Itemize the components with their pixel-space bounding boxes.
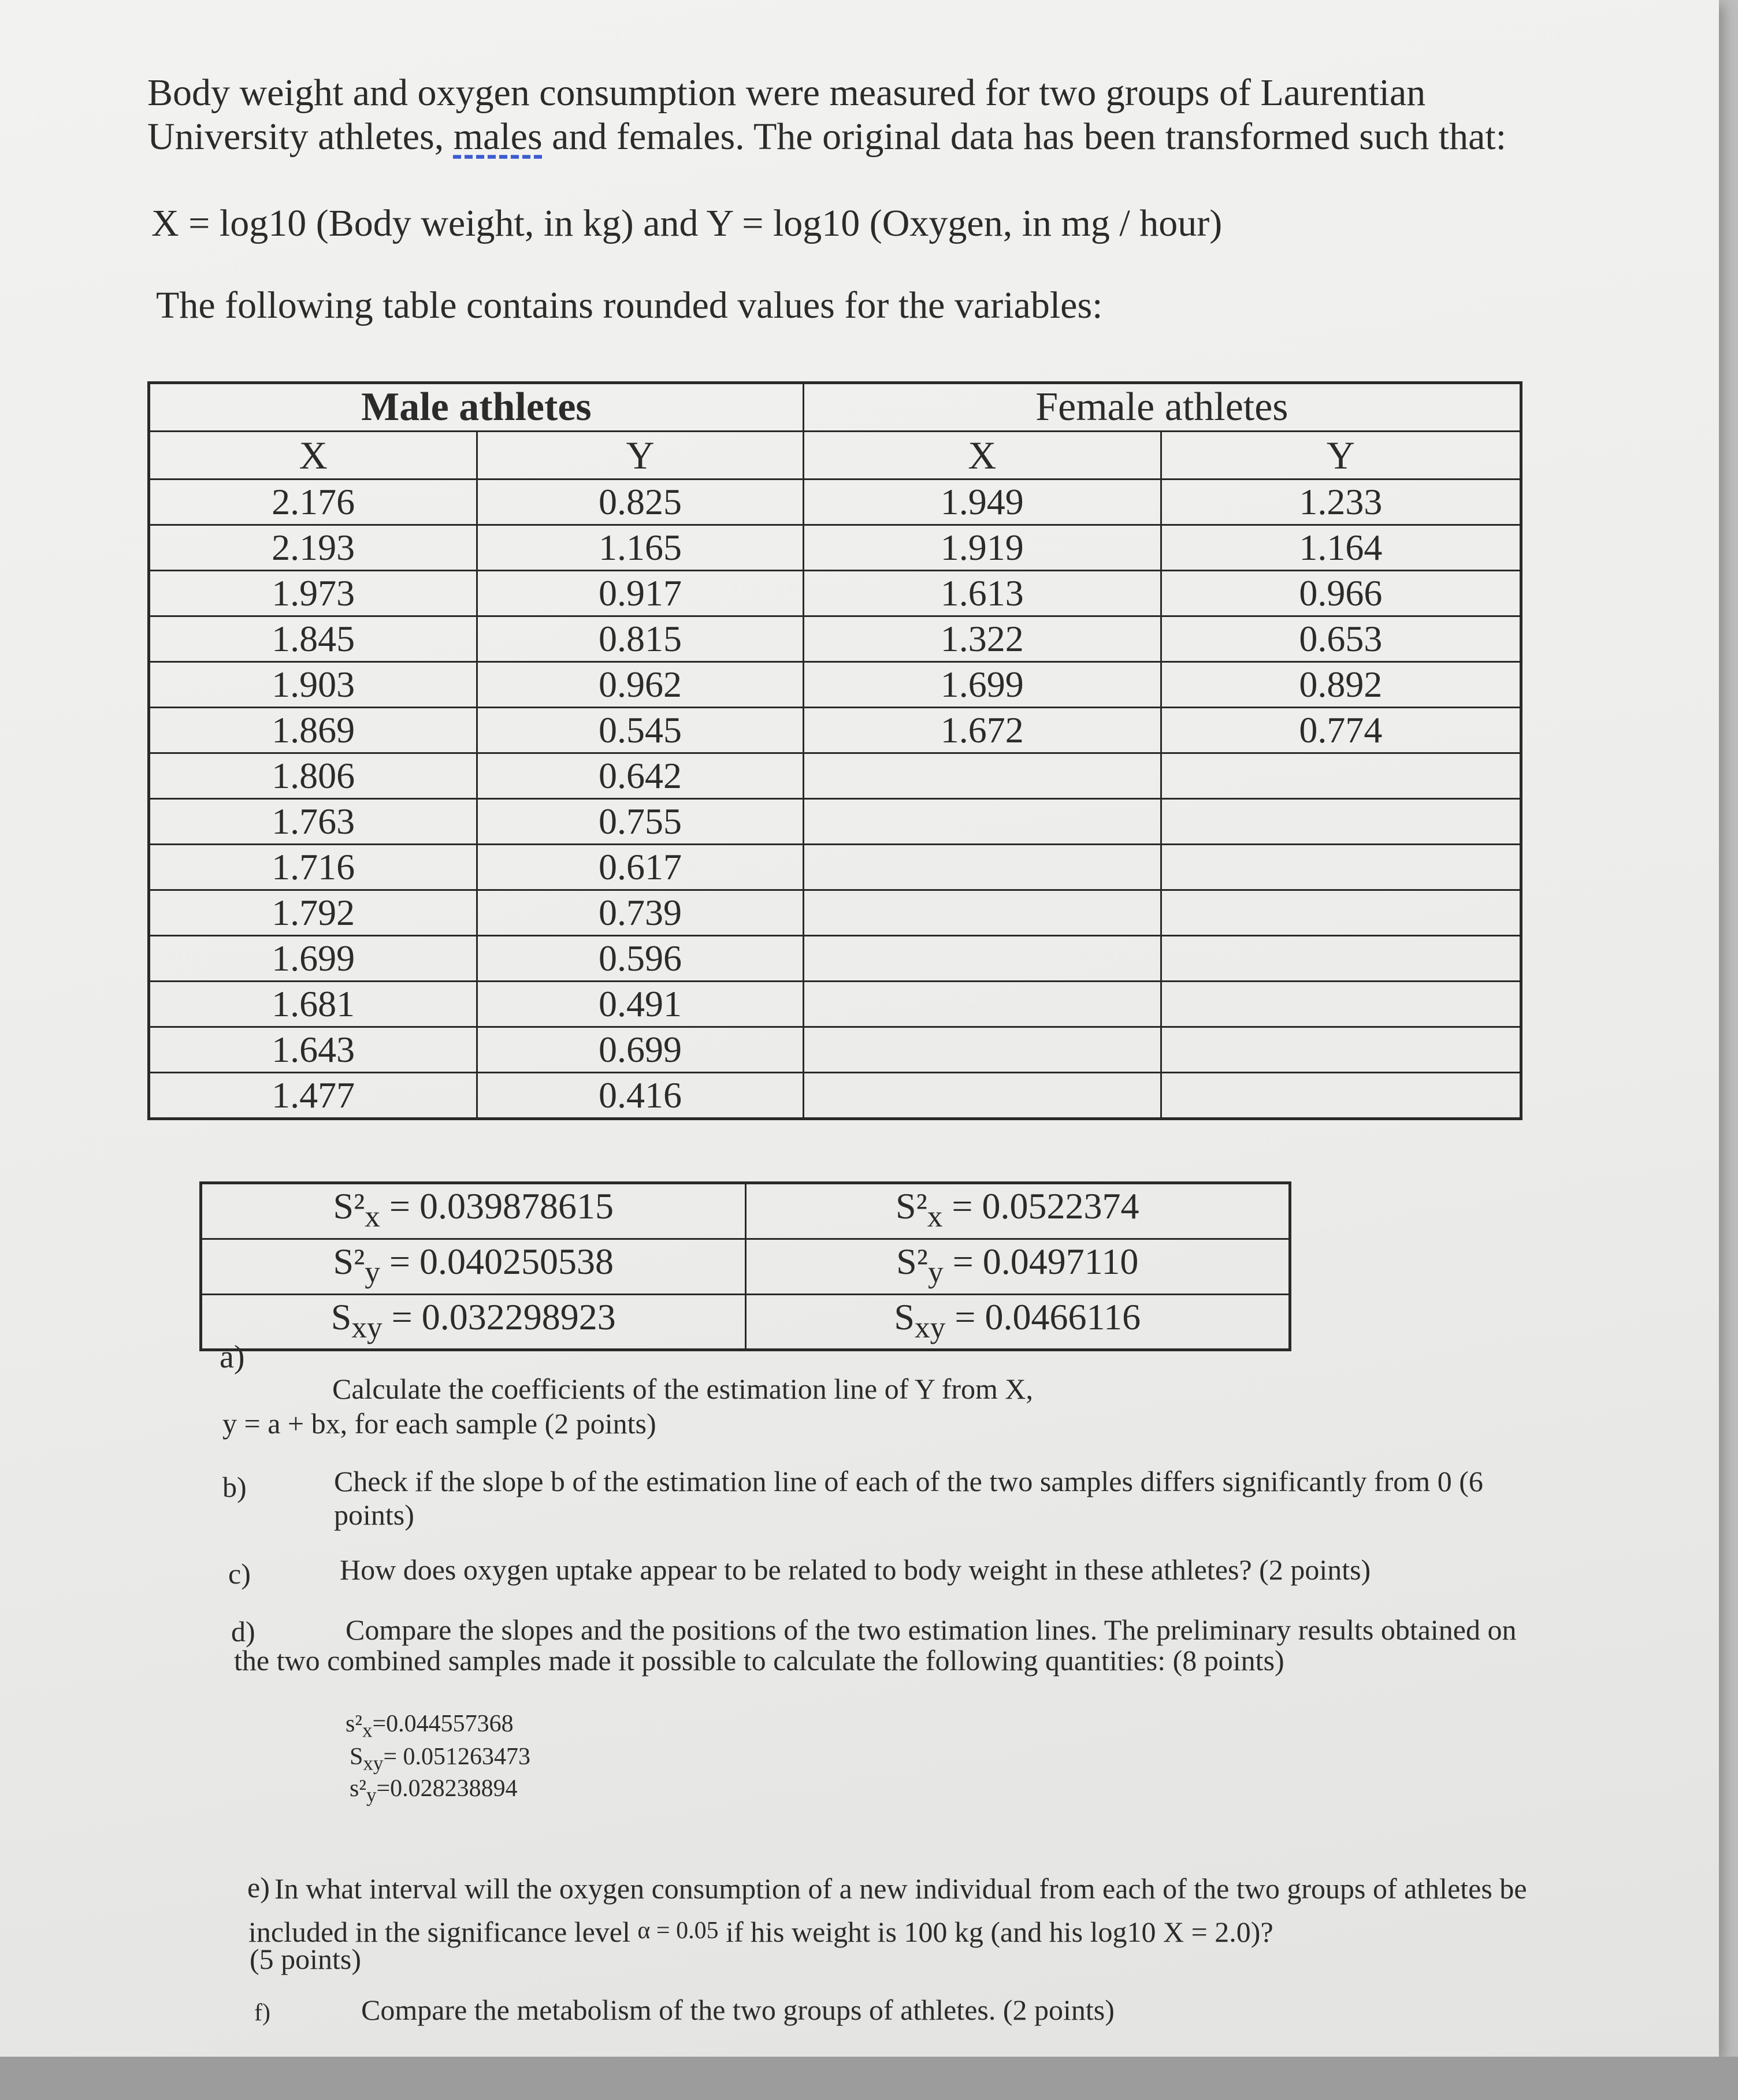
question-b-label: b) <box>222 1471 247 1503</box>
male-s2y-cell: $S^2_y = 0.040250538$ <box>201 1239 746 1294</box>
variance-row <box>201 1294 1290 1350</box>
male-x-cell: 1.792 <box>149 890 477 936</box>
male-x-cell: 1.806 <box>149 753 477 799</box>
question-d-label: d) <box>231 1615 255 1648</box>
female-x-cell: 1.613 <box>803 571 1161 616</box>
male-s2x-cell: $S^2_x = 0.039878615$ <box>201 1183 746 1239</box>
question-b-text-2: points) <box>334 1499 414 1531</box>
female-x-header: X <box>803 432 1161 480</box>
female-x-cell <box>803 753 1161 799</box>
female-y-cell <box>1161 936 1521 982</box>
combined-s2y: $s^2_y=0.028238894$ <box>350 1775 518 1807</box>
male-y-cell: 0.545 <box>477 708 804 753</box>
table-row <box>149 845 1521 890</box>
question-c-text: How does oxygen uptake appear to be related to body weight in these athletes? (2 points) <box>340 1553 1371 1586</box>
male-x-cell: 1.869 <box>149 708 477 753</box>
female-y-cell <box>1161 1073 1521 1119</box>
female-x-cell: 1.699 <box>803 662 1161 708</box>
female-x-cell <box>803 1027 1161 1073</box>
female-sxy-cell: $S_{xy} = 0.0466116$ <box>745 1294 1290 1350</box>
combined-sxy-value: 0.051263473 <box>403 1744 531 1770</box>
table-intro: The following table contains rounded values for the variables: <box>156 284 1103 326</box>
female-y-cell <box>1161 799 1521 845</box>
intro-line-1: Body weight and oxygen consumption were measured for two groups of Laurentian <box>147 72 1426 114</box>
table-row <box>149 982 1521 1027</box>
table-row <box>149 799 1521 845</box>
female-y-cell: 0.892 <box>1161 662 1521 708</box>
combined-sxy: $S_{xy}= 0.051263473$ <box>350 1744 531 1775</box>
intro-line-2-start: University athletes, <box>147 116 454 158</box>
male-x-cell: 1.477 <box>149 1073 477 1119</box>
female-s2y-cell: $S^2_y = 0.0497110$ <box>745 1239 1290 1294</box>
question-d-text: Compare the slopes and the positions of the two estimation lines. The preliminary results obtained on <box>346 1614 1517 1646</box>
table-row <box>149 890 1521 936</box>
male-x-cell: 1.643 <box>149 1027 477 1073</box>
question-e-text: In what interval will the oxygen consumption of a new individual from each of the two groups of athletes be <box>274 1872 1527 1905</box>
female-y-cell <box>1161 1027 1521 1073</box>
male-x-cell: 1.763 <box>149 799 477 845</box>
combined-s2y-value: 0.028238894 <box>390 1775 518 1802</box>
female-x-cell <box>803 936 1161 982</box>
male-x-cell: 1.716 <box>149 845 477 890</box>
variance-table <box>199 1181 1291 1351</box>
female-y-cell: 0.653 <box>1161 616 1521 662</box>
female-y-cell <box>1161 890 1521 936</box>
significance-alpha: α = 0.05 <box>637 1917 719 1944</box>
male-y-cell: 0.739 <box>477 890 804 936</box>
variance-row <box>201 1239 1290 1294</box>
question-a-text-2: y = a + bx, for each sample (2 points) <box>222 1407 656 1440</box>
background-surface <box>0 2057 1738 2100</box>
female-x-cell <box>803 982 1161 1027</box>
intro-line-2-end: and females. The original data has been transformed such that: <box>542 116 1507 158</box>
data-table <box>147 381 1522 1120</box>
table-row <box>149 936 1521 982</box>
male-x-cell: 1.699 <box>149 936 477 982</box>
male-y-cell: 0.416 <box>477 1073 804 1119</box>
male-x-cell: 2.176 <box>149 480 477 525</box>
male-sxy-cell: $S_{xy} = 0.032298923$ <box>201 1294 746 1350</box>
female-x-cell <box>803 1073 1161 1119</box>
male-s2y-value: 0.040250538 <box>419 1240 614 1282</box>
question-a-label: a) <box>220 1339 245 1375</box>
variance-row <box>201 1183 1290 1239</box>
question-e-label: e) <box>247 1871 270 1904</box>
male-x-cell: 1.845 <box>149 616 477 662</box>
female-s2x-cell: $S^2_x = 0.0522374$ <box>745 1183 1290 1239</box>
female-y-header: Y <box>1161 432 1521 480</box>
male-y-cell: 0.699 <box>477 1027 804 1073</box>
female-s2x-value: 0.0522374 <box>982 1185 1139 1226</box>
female-sxy-value: 0.0466116 <box>985 1296 1141 1337</box>
transform-definition: X = log10 (Body weight, in kg) and Y = log10 (Oxygen, in mg / hour) <box>151 202 1223 244</box>
male-x-cell: 1.903 <box>149 662 477 708</box>
female-y-cell <box>1161 845 1521 890</box>
male-y-cell: 0.642 <box>477 753 804 799</box>
question-a-text: Calculate the coefficients of the estimation line of Y from X, <box>332 1373 1034 1405</box>
male-s2x-value: 0.039878615 <box>419 1185 614 1226</box>
table-row <box>149 662 1521 708</box>
question-e-text-2 <box>248 1914 1273 1949</box>
female-s2y-value: 0.0497110 <box>982 1240 1139 1282</box>
table-row <box>149 480 1521 525</box>
spellcheck-underlined-word: males <box>453 116 543 158</box>
male-y-cell: 0.491 <box>477 982 804 1027</box>
combined-s2x: $s^2_x=0.044557368$ <box>346 1711 514 1742</box>
male-y-cell: 0.917 <box>477 571 804 616</box>
male-y-cell: 0.755 <box>477 799 804 845</box>
question-d-text-2: the two combined samples made it possible to calculate the following quantities: (8 points) <box>234 1644 1284 1677</box>
question-f-text: Compare the metabolism of the two groups of athletes. (2 points) <box>361 1994 1115 2026</box>
table-row <box>149 525 1521 571</box>
table-row <box>149 753 1521 799</box>
male-y-cell: 0.962 <box>477 662 804 708</box>
table-row <box>149 1073 1521 1119</box>
female-x-cell: 1.949 <box>803 480 1161 525</box>
table-row <box>149 616 1521 662</box>
female-y-cell <box>1161 753 1521 799</box>
male-sxy-value: 0.032298923 <box>421 1296 616 1337</box>
female-x-cell: 1.322 <box>803 616 1161 662</box>
male-y-cell: 0.815 <box>477 616 804 662</box>
question-e-text-2-end: if his weight is 100 kg (and his log10 X = 2.0)? <box>718 1916 1273 1948</box>
female-athletes-header: Female athletes <box>803 383 1521 432</box>
female-x-cell <box>803 799 1161 845</box>
male-y-cell: 0.825 <box>477 480 804 525</box>
question-c-label: c) <box>228 1558 251 1590</box>
question-f-label: f) <box>254 1999 270 2026</box>
female-x-cell <box>803 890 1161 936</box>
female-y-cell: 1.233 <box>1161 480 1521 525</box>
male-x-header: X <box>149 432 477 480</box>
female-y-cell: 0.774 <box>1161 708 1521 753</box>
male-y-cell: 0.617 <box>477 845 804 890</box>
question-b-text: Check if the slope b of the estimation line of each of the two samples differs significantly from 0 (6 <box>334 1465 1483 1497</box>
male-x-cell: 1.973 <box>149 571 477 616</box>
table-row <box>149 1027 1521 1073</box>
female-x-cell: 1.672 <box>803 708 1161 753</box>
question-e-text-3: (5 points) <box>250 1943 362 1975</box>
question-e-text-2-start: included in the significance level <box>248 1916 638 1948</box>
male-y-header: Y <box>477 432 804 480</box>
male-y-cell: 0.596 <box>477 936 804 982</box>
table-row <box>149 571 1521 616</box>
female-y-cell <box>1161 982 1521 1027</box>
male-x-cell: 1.681 <box>149 982 477 1027</box>
table-row <box>149 708 1521 753</box>
intro-line-2 <box>147 114 1506 159</box>
male-x-cell: 2.193 <box>149 525 477 571</box>
female-x-cell: 1.919 <box>803 525 1161 571</box>
male-athletes-header: Male athletes <box>149 383 804 432</box>
female-y-cell: 0.966 <box>1161 571 1521 616</box>
female-x-cell <box>803 845 1161 890</box>
female-y-cell: 1.164 <box>1161 525 1521 571</box>
combined-s2x-value: 0.044557368 <box>386 1711 514 1737</box>
male-y-cell: 1.165 <box>477 525 804 571</box>
